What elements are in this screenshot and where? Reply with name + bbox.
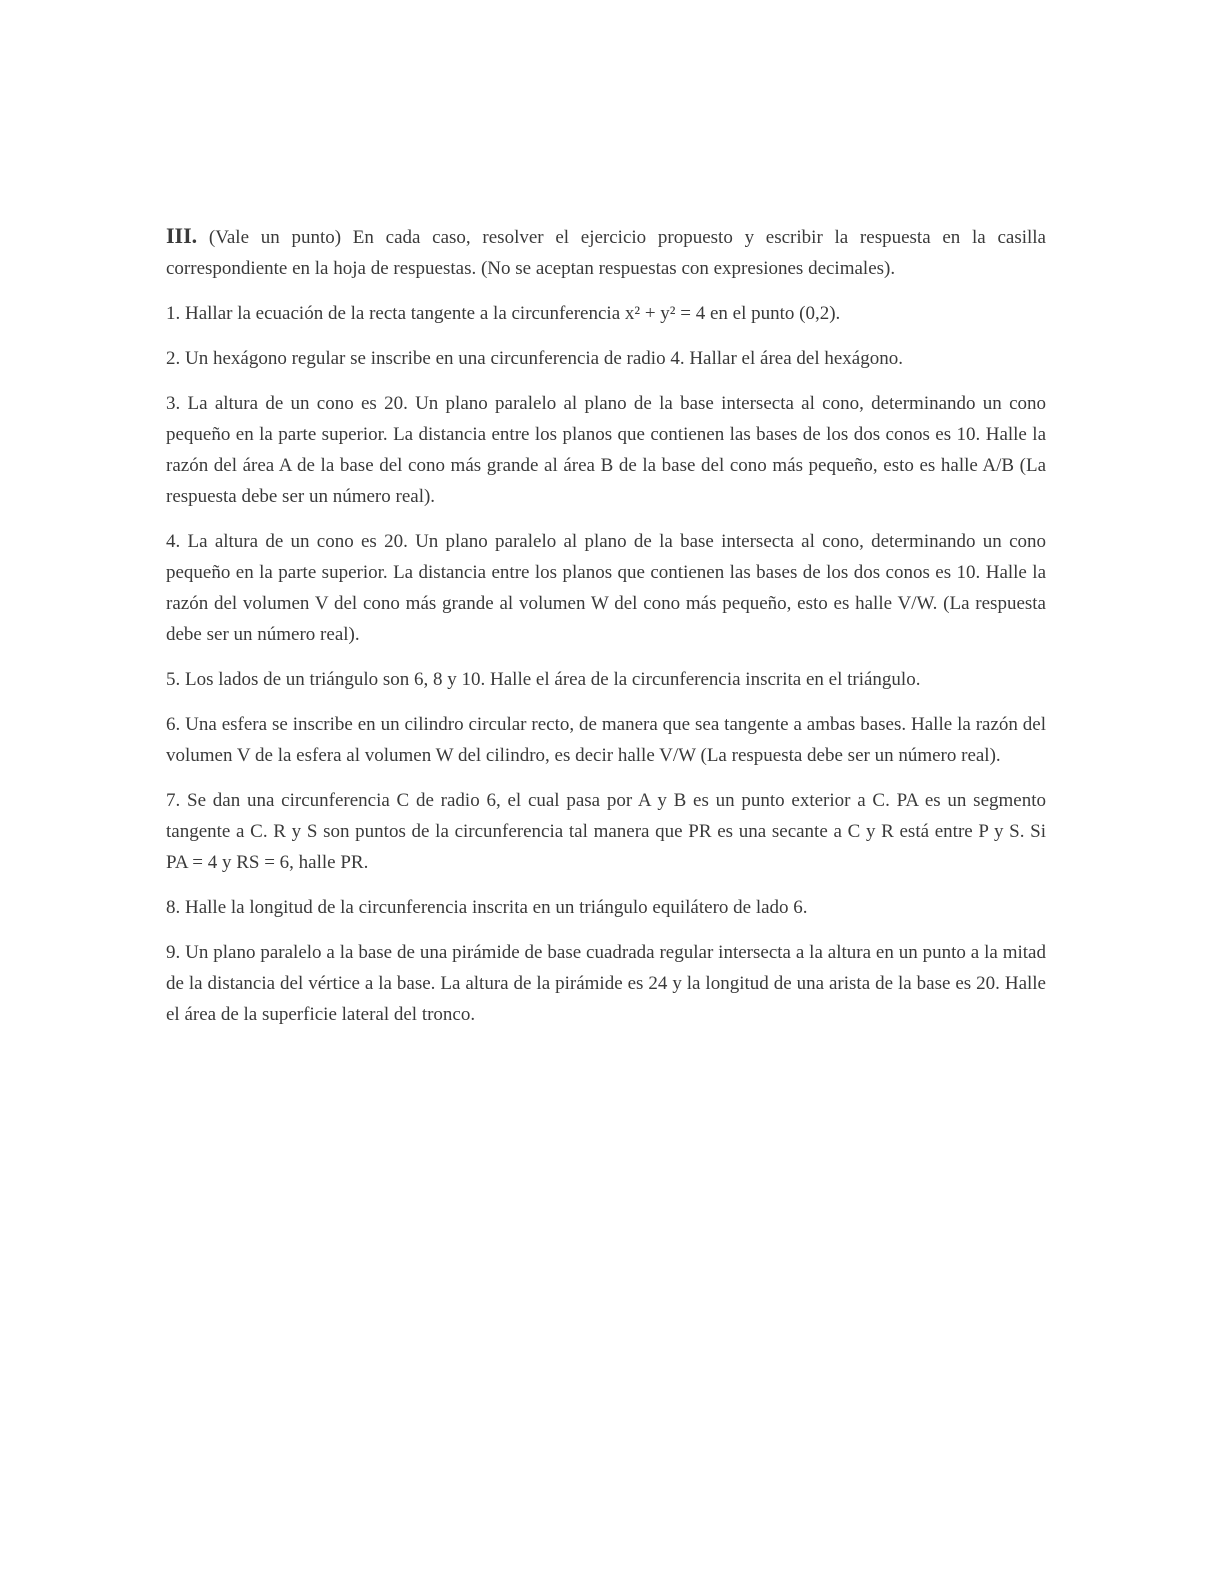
problem-text: Se dan una circunferencia C de radio 6, el cual pasa por A y B es un punto exterior a C. PA es un segmento tangente a C. R y S son puntos de la circunferencia tal manera que PR es una secante a C y R está entre P y S. Si PA = 4 y RS = 6, halle PR.	[166, 790, 1047, 873]
problem-2	[166, 343, 1046, 374]
problem-6	[166, 709, 1046, 771]
problem-text: Un hexágono regular se inscribe en una circunferencia de radio 4. Hallar el área del hexágono.	[185, 348, 903, 369]
problem-number: 9.	[166, 942, 181, 963]
section-number: III.	[166, 223, 198, 248]
problem-9	[166, 937, 1046, 1030]
problem-text: Halle la longitud de la circunferencia inscrita en un triángulo equilátero de lado 6.	[185, 897, 808, 918]
intro-text: (Vale un punto) En cada caso, resolver el ejercicio propuesto y escribir la respuesta en la casilla correspondiente en la hoja de respuestas. (No se aceptan respuestas con expresiones decimales).	[166, 227, 1046, 279]
problem-number: 5.	[166, 669, 181, 690]
problem-number: 4.	[166, 531, 181, 552]
problem-8	[166, 892, 1046, 923]
problem-text: Un plano paralelo a la base de una pirámide de base cuadrada regular intersecta a la altura en un punto a la mitad de la distancia del vértice a la base. La altura de la pirámide es 24 y la longitud de una arista de la base es 20. Halle el área de la superficie lateral del tronco.	[166, 942, 1046, 1025]
document-page	[166, 220, 1046, 1044]
problem-text: Una esfera se inscribe en un cilindro circular recto, de manera que sea tangente a ambas bases. Halle la razón del volumen V de la esfera al volumen W del cilindro, es decir halle V/W (La respuesta debe ser un número real).	[166, 714, 1047, 766]
problem-1	[166, 298, 1046, 329]
problem-number: 2.	[166, 348, 181, 369]
problem-5	[166, 664, 1046, 695]
problem-number: 6.	[166, 714, 181, 735]
problem-number: 1.	[166, 303, 181, 324]
problem-7	[166, 785, 1046, 878]
problem-number: 3.	[166, 393, 181, 414]
problem-text: La altura de un cono es 20. Un plano paralelo al plano de la base intersecta al cono, determinando un cono pequeño en la parte superior. La distancia entre los planos que contienen las bases de los dos conos es 10. Halle la razón del volumen V del cono más grande al volumen W del cono más pequeño, esto es halle V/W. (La respuesta debe ser un número real).	[166, 531, 1046, 645]
problem-text: Hallar la ecuación de la recta tangente a la circunferencia x² + y² = 4 en el punto (0,2).	[185, 303, 841, 324]
problem-4	[166, 526, 1046, 650]
problem-number: 8.	[166, 897, 181, 918]
problem-3	[166, 388, 1046, 512]
problem-number: 7.	[166, 790, 181, 811]
problem-text: La altura de un cono es 20. Un plano paralelo al plano de la base intersecta al cono, determinando un cono pequeño en la parte superior. La distancia entre los planos que contienen las bases de los dos conos es 10. Halle la razón del área A de la base del cono más grande al área B de la base del cono más pequeño, esto es halle A/B (La respuesta debe ser un número real).	[166, 393, 1046, 507]
problem-text: Los lados de un triángulo son 6, 8 y 10. Halle el área de la circunferencia inscrita en el triángulo.	[185, 669, 921, 690]
section-intro	[166, 220, 1046, 284]
